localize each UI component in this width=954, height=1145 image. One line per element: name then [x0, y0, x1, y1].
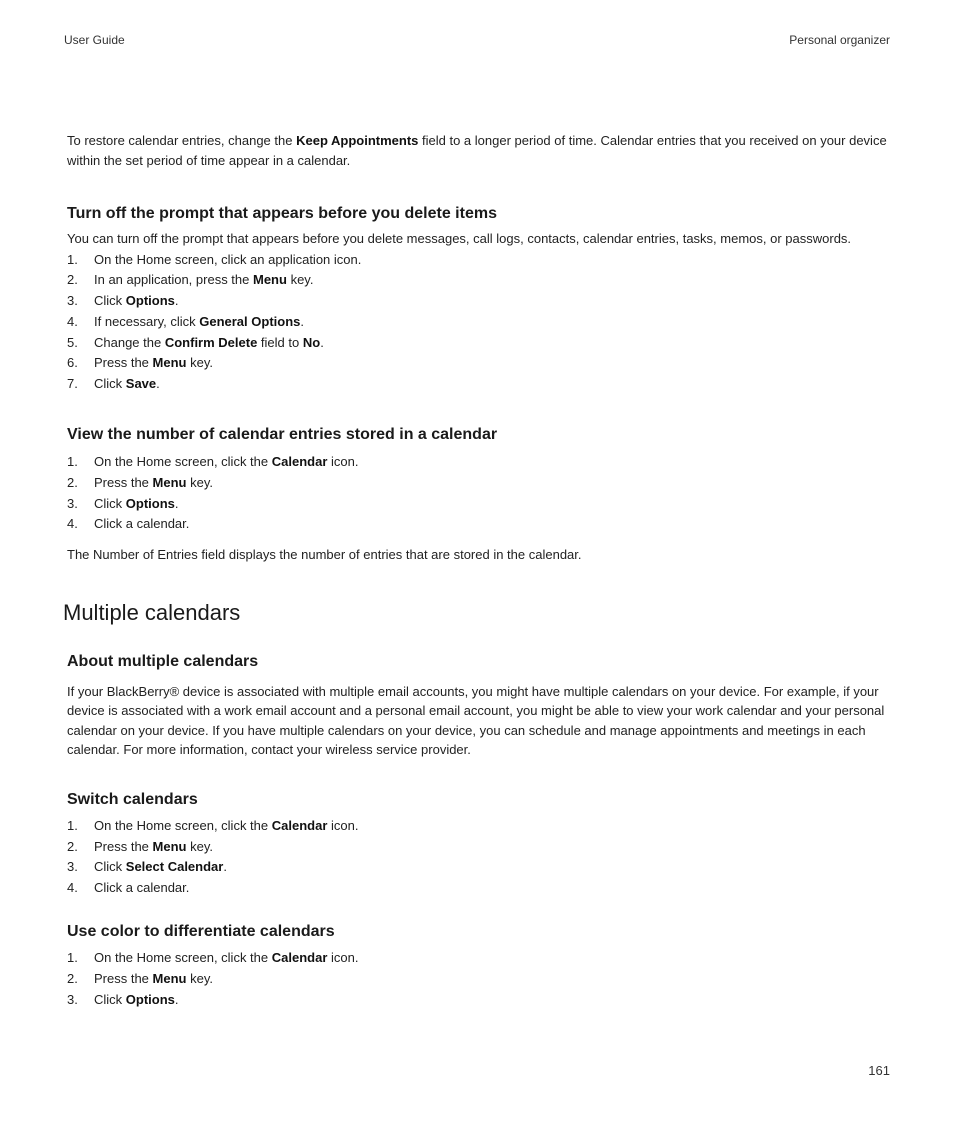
color-steps-list	[67, 948, 891, 1010]
list-item: 3. Click Options.	[67, 293, 179, 309]
list-item: 7. Click Save.	[67, 376, 160, 392]
prompt-description: You can turn off the prompt that appears before you delete messages, call logs, contacts, calendar entries, tasks, memos, or passwords.	[67, 231, 852, 246]
page-content	[63, 131, 891, 1010]
header-doc-title: User Guide	[64, 33, 125, 47]
list-item: 3. Click Select Calendar.	[67, 859, 227, 875]
intro-paragraph: To restore calendar entries, change the Keep Appointments field to a longer period of time. Calendar entries that you received on your device within the set period of time appear in a calendar.	[67, 133, 887, 168]
list-item: 5. Change the Confirm Delete field to No.	[67, 334, 324, 350]
list-item: 1. On the Home screen, click an application icon.	[67, 251, 362, 267]
list-item: 2. Press the Menu key.	[67, 474, 213, 490]
header-chapter-title: Personal organizer	[789, 33, 890, 47]
list-item: 1. On the Home screen, click the Calendar icon.	[67, 817, 359, 833]
list-item: 1. On the Home screen, click the Calendar icon.	[67, 949, 359, 965]
list-item: 2. Press the Menu key.	[67, 838, 213, 854]
view-steps-list	[67, 452, 891, 535]
list-item: 2. In an application, press the Menu key.	[67, 272, 314, 288]
list-item: 4. Click a calendar.	[67, 880, 190, 896]
list-item: 6. Press the Menu key.	[67, 355, 213, 371]
list-item: 4. If necessary, click General Options.	[67, 313, 304, 329]
heading-about-multiple: About multiple calendars	[67, 652, 259, 670]
list-item: 4. Click a calendar.	[67, 516, 190, 532]
heading-use-color: Use color to differentiate calendars	[67, 922, 335, 940]
about-paragraph: If your BlackBerry® device is associated with multiple email accounts, you might have multiple calendars on your device. For example, if your device is associated with a work email account and a personal email account, you might be able to view your work calendar and your personal calendar on your device. If you have multiple calendars on your device, you can schedule and manage appointments and meetings in each calendar. For more information, contact your wireless service provider.	[67, 683, 885, 758]
page-number: 161	[868, 1063, 890, 1078]
prompt-steps-list	[67, 250, 891, 396]
view-note: The Number of Entries field displays the number of entries that are stored in the calendar.	[67, 547, 582, 563]
heading-multiple-calendars: Multiple calendars	[63, 599, 241, 625]
heading-switch-calendars: Switch calendars	[67, 790, 198, 808]
list-item: 1. On the Home screen, click the Calendar icon.	[67, 454, 359, 470]
switch-steps-list	[67, 816, 891, 899]
list-item: 3. Click Options.	[67, 495, 179, 511]
list-item: 2. Press the Menu key.	[67, 970, 213, 986]
heading-view-entries: View the number of calendar entries stored in a calendar	[67, 426, 498, 444]
heading-turn-off-prompt: Turn off the prompt that appears before you delete items	[67, 205, 497, 222]
list-item: 3. Click Options.	[67, 991, 179, 1007]
